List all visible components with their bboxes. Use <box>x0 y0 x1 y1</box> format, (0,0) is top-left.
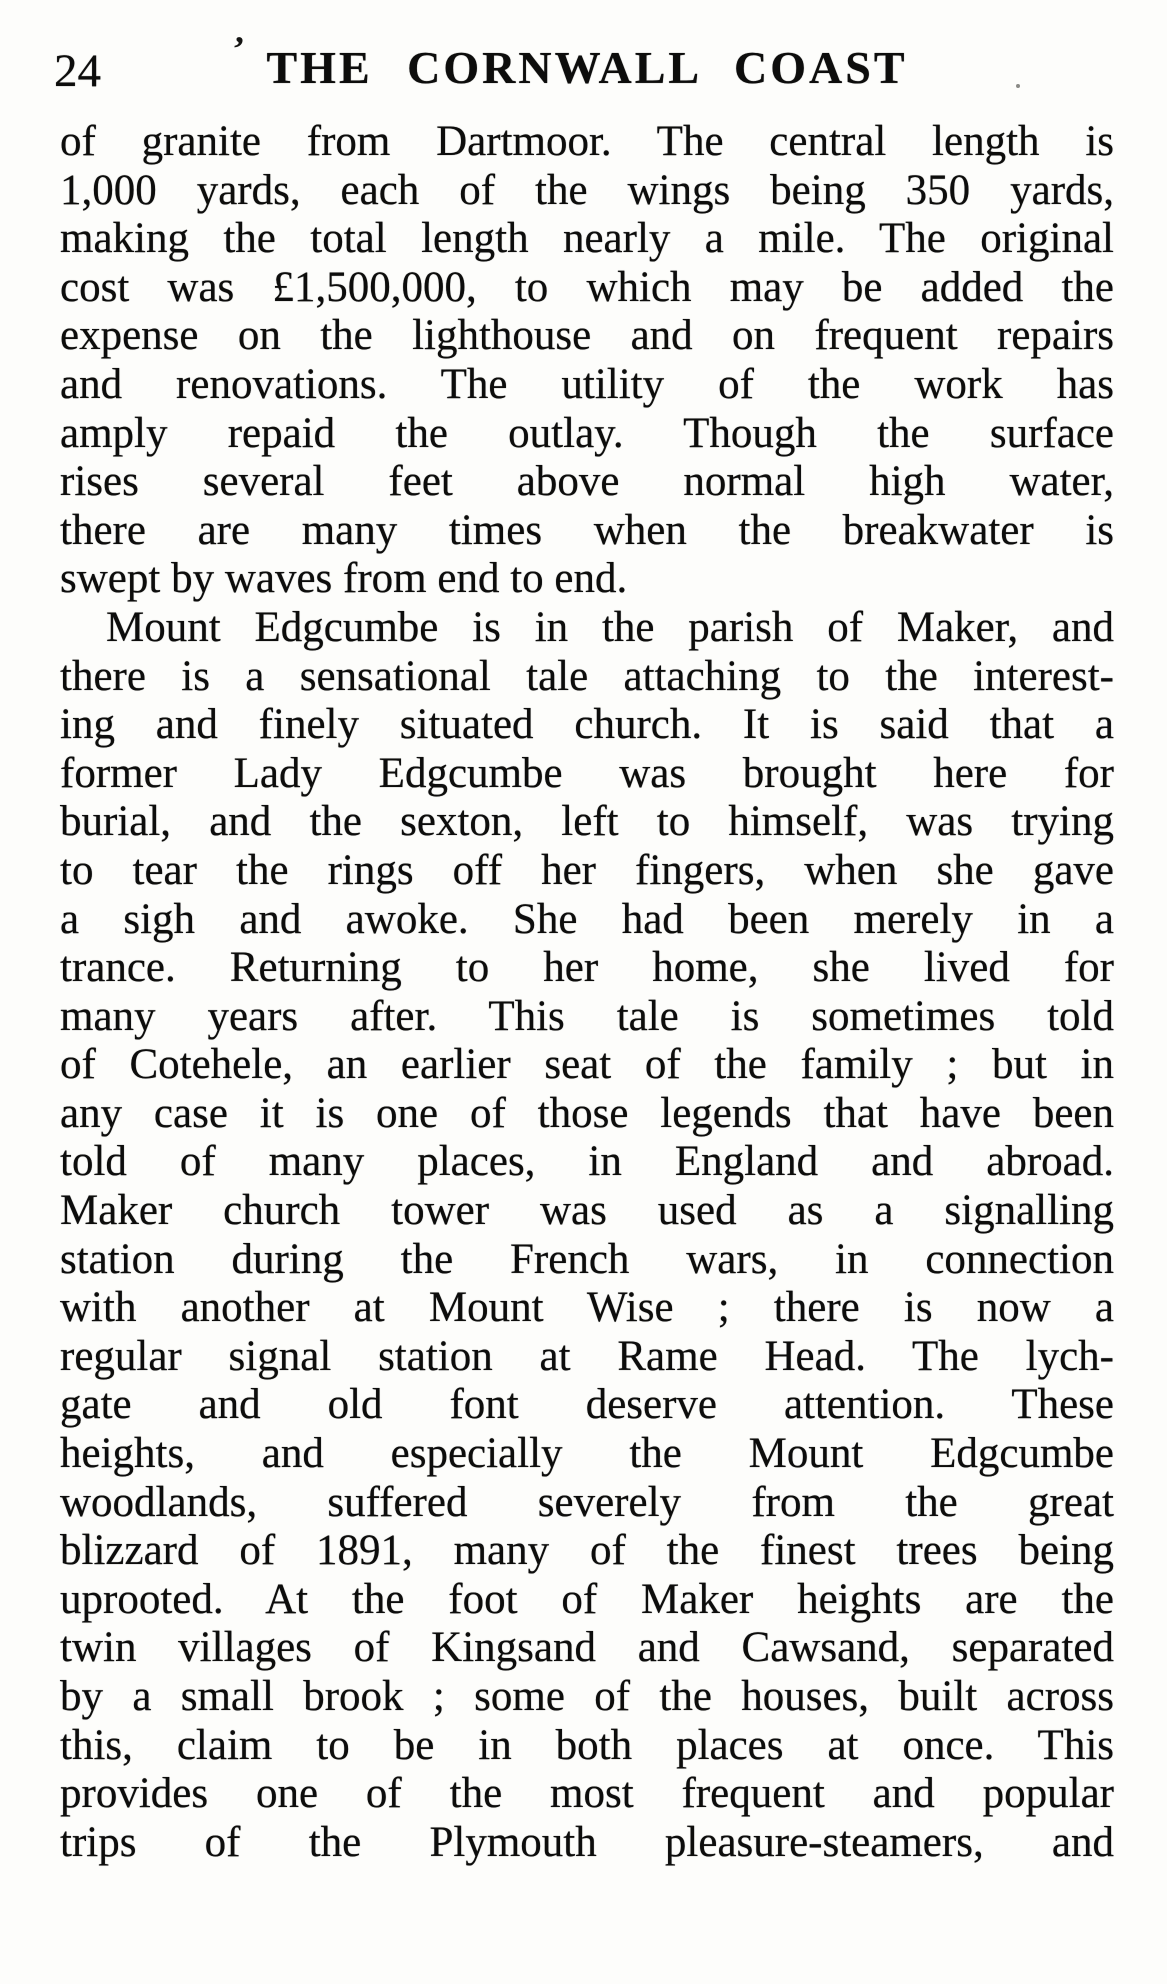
text-line: by a small brook ; some of the houses, built across <box>60 1673 1114 1720</box>
text-line: 1,000 yards, each of the wings being 350 yards, <box>60 166 1114 214</box>
text-line: regular signal station at Rame Head. The lych- <box>60 1332 1114 1380</box>
text-line: trance. Returning to her home, she lived for <box>60 944 1114 992</box>
text-line: with another at Mount Wise ; there is now a <box>60 1284 1114 1332</box>
text-line: heights, and especially the Mount Edgcumbe <box>60 1430 1114 1478</box>
scan-artifact-mark: ʼ <box>229 28 247 70</box>
text-line: gate and old font deserve attention. These <box>60 1381 1114 1429</box>
text-line: swept by waves from end to end. <box>60 555 628 603</box>
running-title: THE CORNWALL COAST <box>266 42 908 93</box>
text-line: any case it is one of those legends that have been <box>60 1089 1114 1137</box>
text-line: provides one of the most frequent and popular <box>60 1770 1114 1818</box>
text-line: station during the French wars, in connection <box>60 1235 1114 1283</box>
page-number: 24 <box>54 45 101 97</box>
text-line: burial, and the sexton, left to himself, was trying <box>60 798 1114 846</box>
scan-speck <box>1016 84 1020 88</box>
text-line: of Cotehele, an earlier seat of the family ; but in <box>60 1041 1114 1089</box>
text-line: trips of the Plymouth pleasure-steamers, and <box>60 1818 1114 1866</box>
page-header <box>54 28 1114 102</box>
text-line: cost was £1,500,000, to which may be added the <box>60 263 1114 311</box>
text-line: twin villages of Kingsand and Cawsand, separated <box>60 1624 1114 1672</box>
text-line: amply repaid the outlay. Though the surface <box>60 409 1114 457</box>
text-line: Maker church tower was used as a signalling <box>60 1187 1114 1235</box>
text-line: many years after. This tale is sometimes told <box>60 992 1114 1040</box>
text-line: uprooted. At the foot of Maker heights are the <box>60 1575 1114 1623</box>
text-line: blizzard of 1891, many of the finest trees being <box>60 1527 1114 1575</box>
text-line: woodlands, suffered severely from the great <box>60 1478 1114 1526</box>
text-line: former Lady Edgcumbe was brought here for <box>60 749 1114 797</box>
text-line: a sigh and awoke. She had been merely in a <box>60 895 1114 943</box>
text-line: and renovations. The utility of the work has <box>60 360 1114 408</box>
text-line: ing and finely situated church. It is said that a <box>60 701 1114 749</box>
body-text <box>60 118 1114 1867</box>
text-line: making the total length nearly a mile. The original <box>60 215 1114 263</box>
text-line: there is a sensational tale attaching to the interest- <box>60 652 1114 700</box>
text-line: to tear the rings off her fingers, when she gave <box>60 846 1114 894</box>
text-line: there are many times when the breakwater is <box>60 506 1114 554</box>
text-line: this, claim to be in both places at once. This <box>60 1721 1114 1769</box>
text-line: told of many places, in England and abroad. <box>60 1138 1114 1186</box>
text-line: Mount Edgcumbe is in the parish of Maker, and <box>106 603 1114 651</box>
text-line: expense on the lighthouse and on frequent repairs <box>60 312 1114 360</box>
text-line: rises several feet above normal high water, <box>60 458 1114 506</box>
text-line: of granite from Dartmoor. The central length is <box>60 118 1114 165</box>
